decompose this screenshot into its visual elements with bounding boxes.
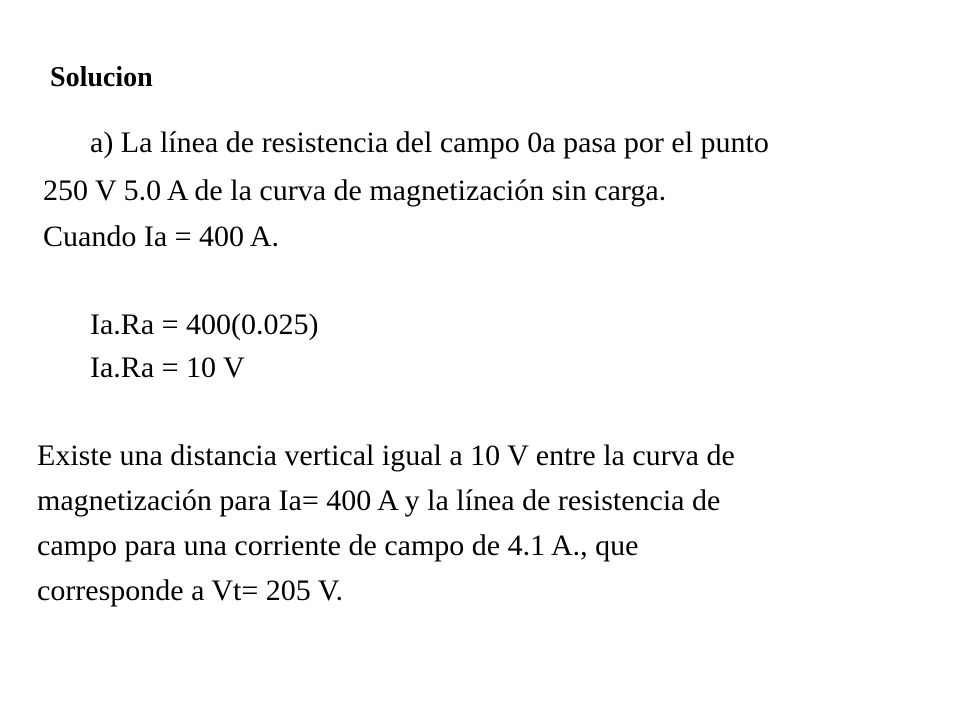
- solution-heading: Solucion: [50, 62, 153, 93]
- part-a-line-1: a) La línea de resistencia del campo 0a pasa por el punto: [90, 126, 769, 159]
- equation-line-1: Ia.Ra = 400(0.025): [90, 308, 319, 341]
- conclusion-line-3: campo para una corriente de campo de 4.1 A., que: [37, 529, 639, 562]
- conclusion-line-1: Existe una distancia vertical igual a 10 V entre la curva de: [37, 439, 735, 472]
- part-a-line-2: 250 V 5.0 A de la curva de magnetización sin carga.: [43, 174, 667, 207]
- conclusion-line-4: corresponde a Vt= 205 V.: [37, 574, 344, 607]
- conclusion-line-2: magnetización para Ia= 400 A y la línea de resistencia de: [37, 484, 721, 517]
- part-a-line-3: Cuando Ia = 400 A.: [43, 220, 280, 253]
- equation-line-2: Ia.Ra = 10 V: [90, 351, 245, 384]
